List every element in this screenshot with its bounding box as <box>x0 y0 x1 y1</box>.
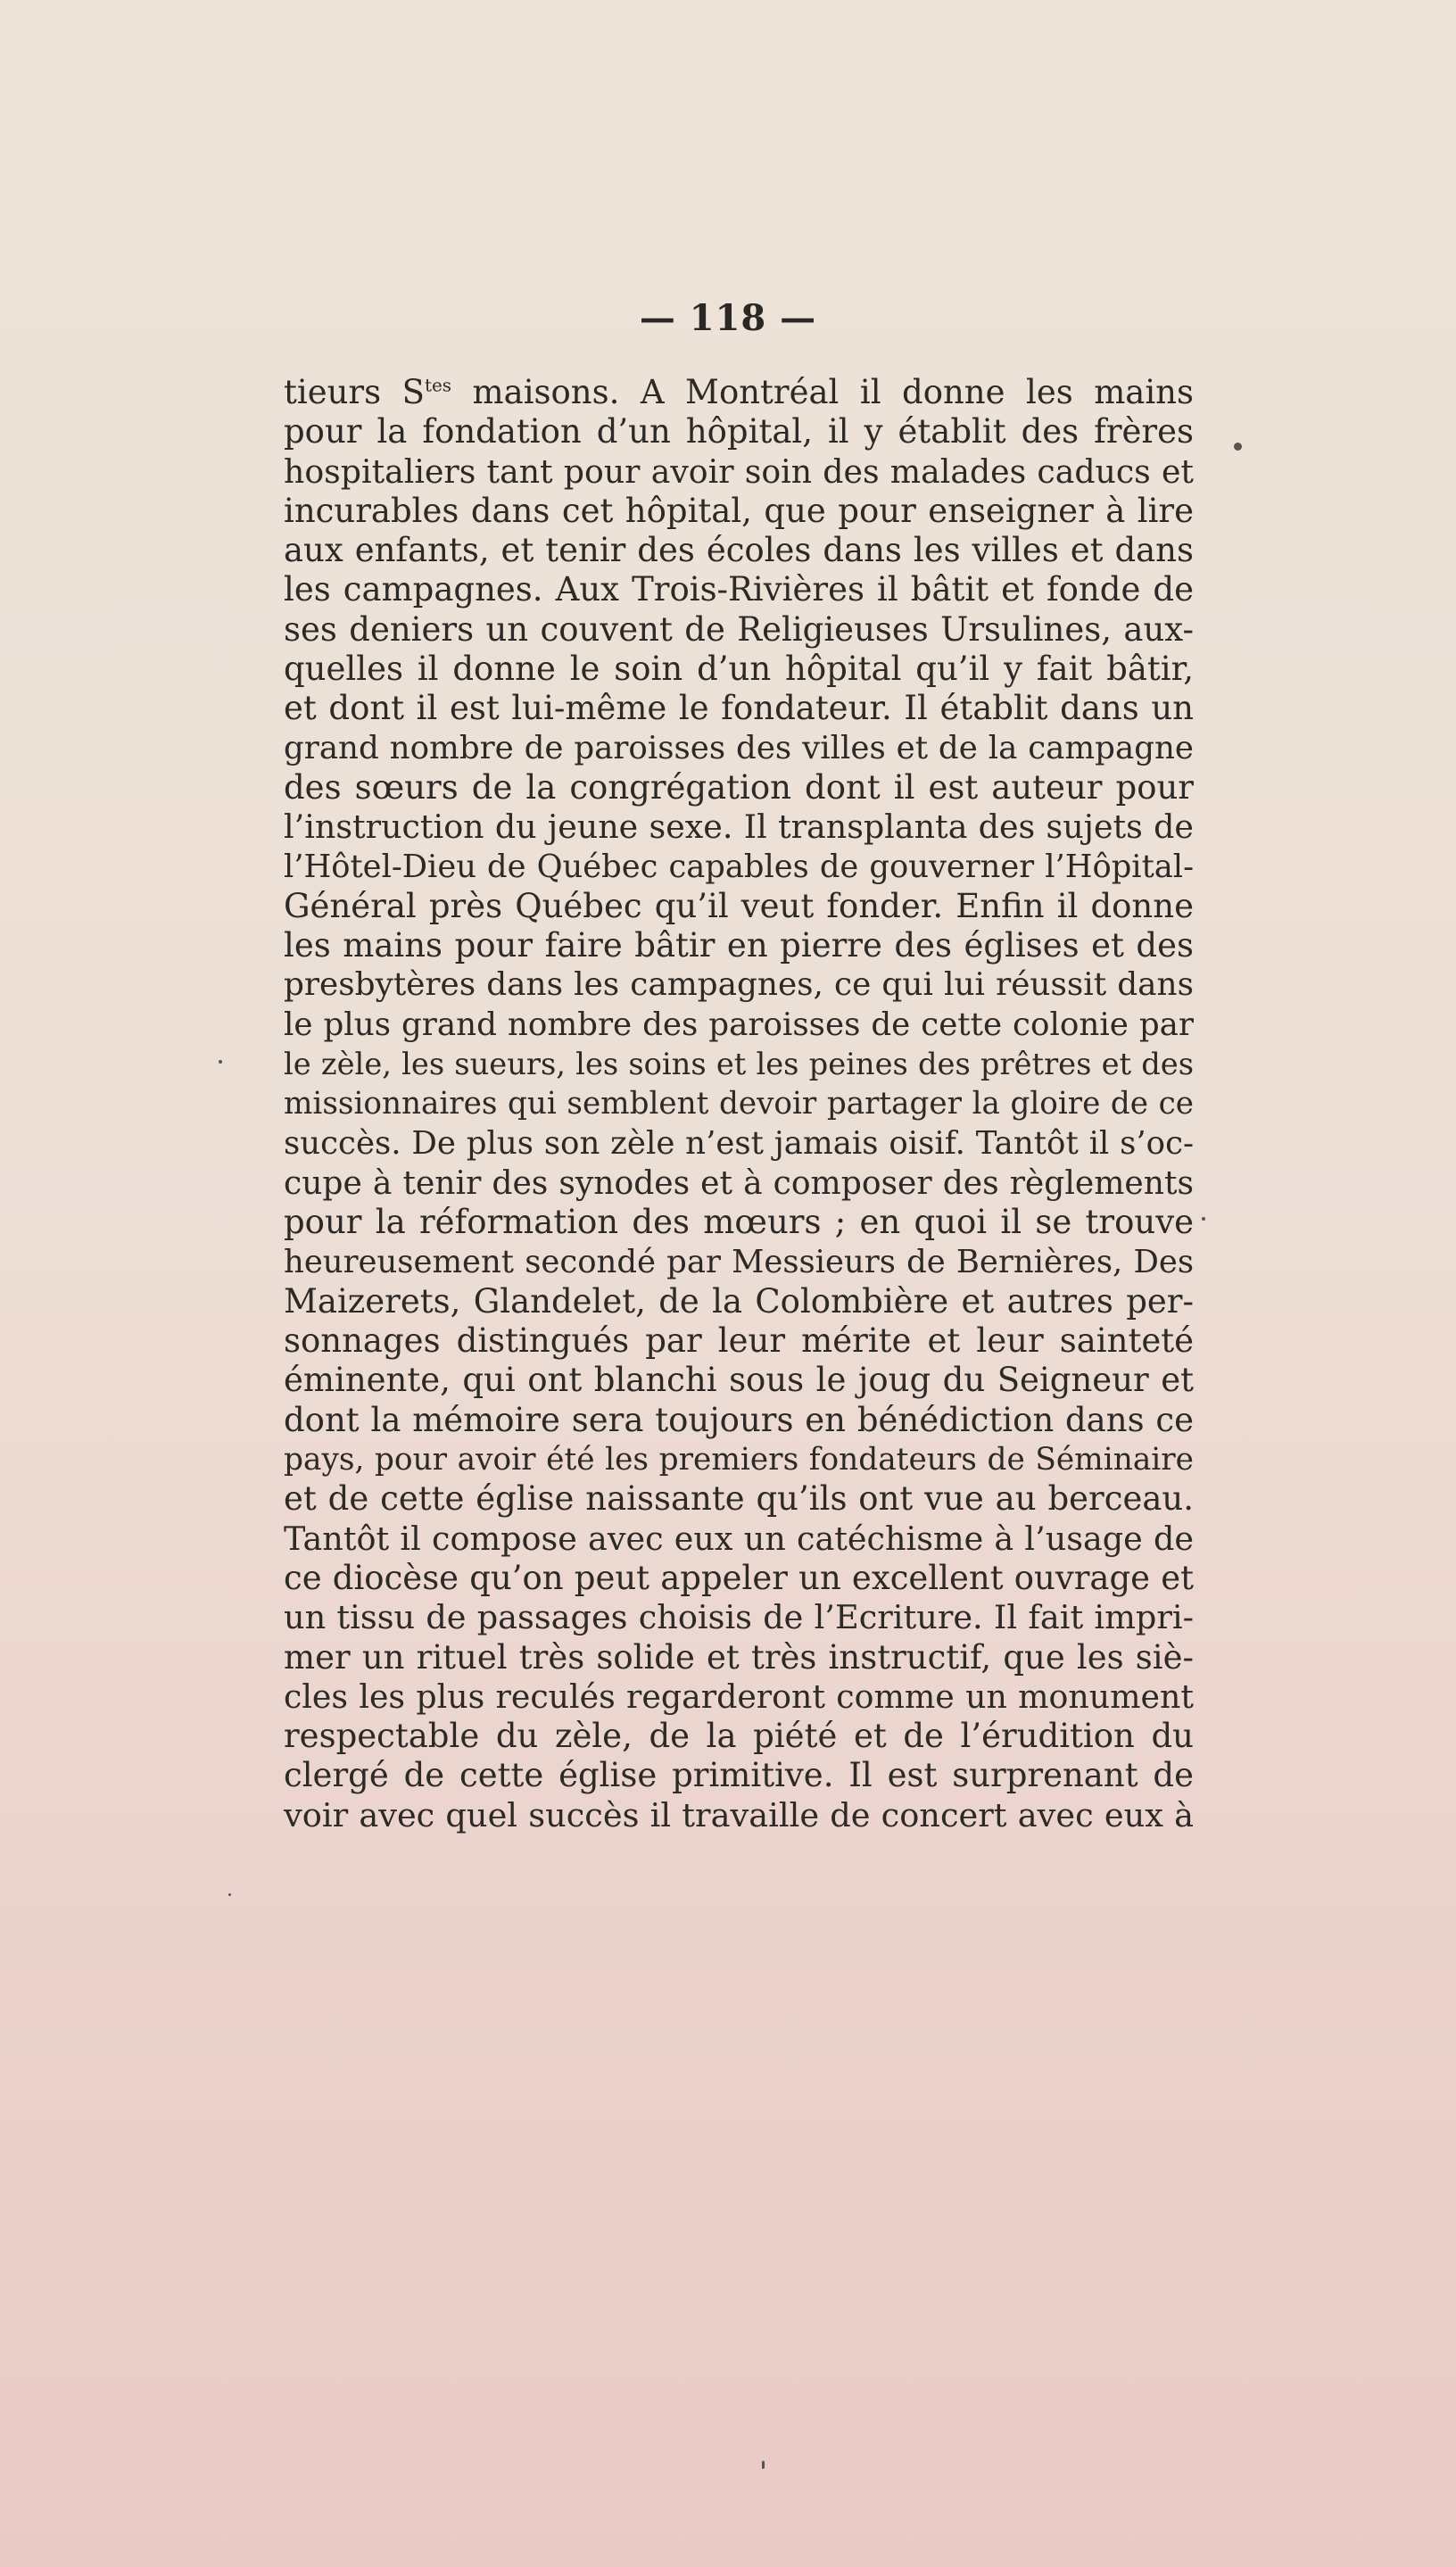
paper-speck <box>219 1060 222 1064</box>
text-line: clergé de cette église primitive. Il est surprenant de <box>284 1756 1194 1795</box>
text-line: Général près Québec qu’il veut fonder. Enfin il donne <box>284 886 1194 925</box>
text-fragment: maisons. A Montréal il donne les mains <box>451 373 1194 411</box>
paper-speck <box>1234 443 1242 451</box>
text-line: pour la fondation d’un hôpital, il y établit des frères <box>284 412 1194 451</box>
text-line: incurables dans cet hôpital, que pour enseigner à lire <box>284 491 1194 530</box>
text-fragment: tieurs S <box>284 373 425 411</box>
paper-speck <box>228 1893 231 1896</box>
text-line: des sœurs de la congrégation dont il est auteur pour <box>284 767 1194 807</box>
text-line: un tissu de passages choisis de l’Ecriture. Il fait impri- <box>284 1598 1194 1637</box>
text-line: succès. De plus son zèle n’est jamais oisif. Tantôt il s’oc- <box>284 1124 1194 1162</box>
text-line: aux enfants, et tenir des écoles dans les villes et dans <box>284 531 1194 570</box>
text-line: quelles il donne le soin d’un hôpital qu’il y fait bâtir, <box>284 650 1194 689</box>
text-line: l’Hôtel-Dieu de Québec capables de gouverner l’Hôpital- <box>284 848 1194 885</box>
text-line: grand nombre de paroisses des villes et de la campagne <box>284 729 1194 766</box>
text-line: ce diocèse qu’on peut appeler un excellent ouvrage et <box>284 1558 1194 1597</box>
text-line: pour la réformation des mœurs ; en quoi il se trouve <box>284 1203 1194 1242</box>
text-line: Maizerets, Glandelet, de la Colombière et autres per- <box>284 1281 1194 1321</box>
text-line: Tantôt il compose avec eux un catéchisme à l’usage de <box>284 1519 1194 1558</box>
text-line <box>284 373 1194 412</box>
text-line: dont la mémoire sera toujours en bénédiction dans ce <box>284 1400 1194 1439</box>
superscript-abbreviation: tes <box>424 374 452 396</box>
text-line: pays, pour avoir été les premiers fondateurs de Séminaire <box>284 1442 1194 1478</box>
body-text <box>284 373 1194 1835</box>
text-line: presbytères dans les campagnes, ce qui lui réussit dans <box>284 966 1194 1004</box>
text-line: l’instruction du jeune sexe. Il transplanta des sujets de <box>284 807 1194 847</box>
text-line: missionnaires qui semblent devoir partager la gloire de ce <box>284 1086 1194 1122</box>
text-line: le zèle, les sueurs, les soins et les peines des prêtres et des <box>284 1047 1194 1082</box>
text-line: et de cette église naissante qu’ils ont vue au berceau. <box>284 1479 1194 1519</box>
text-line: cupe à tenir des synodes et à composer des règlements <box>284 1163 1194 1202</box>
text-line: voir avec quel succès il travaille de concert avec eux à <box>284 1795 1194 1834</box>
text-line: les campagnes. Aux Trois-Rivières il bâtit et fonde de <box>284 570 1194 609</box>
paper-speck <box>1202 1217 1205 1221</box>
text-line: le plus grand nombre des paroisses de cette colonie par <box>284 1006 1194 1043</box>
text-line: mer un rituel très solide et très instructif, que les siè- <box>284 1637 1194 1677</box>
text-line: heureusement secondé par Messieurs de Bernières, Des <box>284 1243 1194 1280</box>
text-line: respectable du zèle, de la piété et de l’érudition du <box>284 1717 1194 1756</box>
paper-speck <box>762 2461 765 2469</box>
text-line: et dont il est lui-même le fondateur. Il établit dans un <box>284 689 1194 728</box>
text-line: hospitaliers tant pour avoir soin des malades caducs et <box>284 451 1194 491</box>
text-line: ses deniers un couvent de Religieuses Ursulines, aux- <box>284 609 1194 649</box>
text-line: les mains pour faire bâtir en pierre des églises et des <box>284 926 1194 965</box>
text-line: sonnages distingués par leur mérite et leur sainteté <box>284 1321 1194 1361</box>
page-number: — 118 — <box>639 297 817 339</box>
text-line: cles les plus reculés regarderont comme un monument <box>284 1677 1194 1716</box>
text-line: éminente, qui ont blanchi sous le joug du Seigneur et <box>284 1361 1194 1400</box>
